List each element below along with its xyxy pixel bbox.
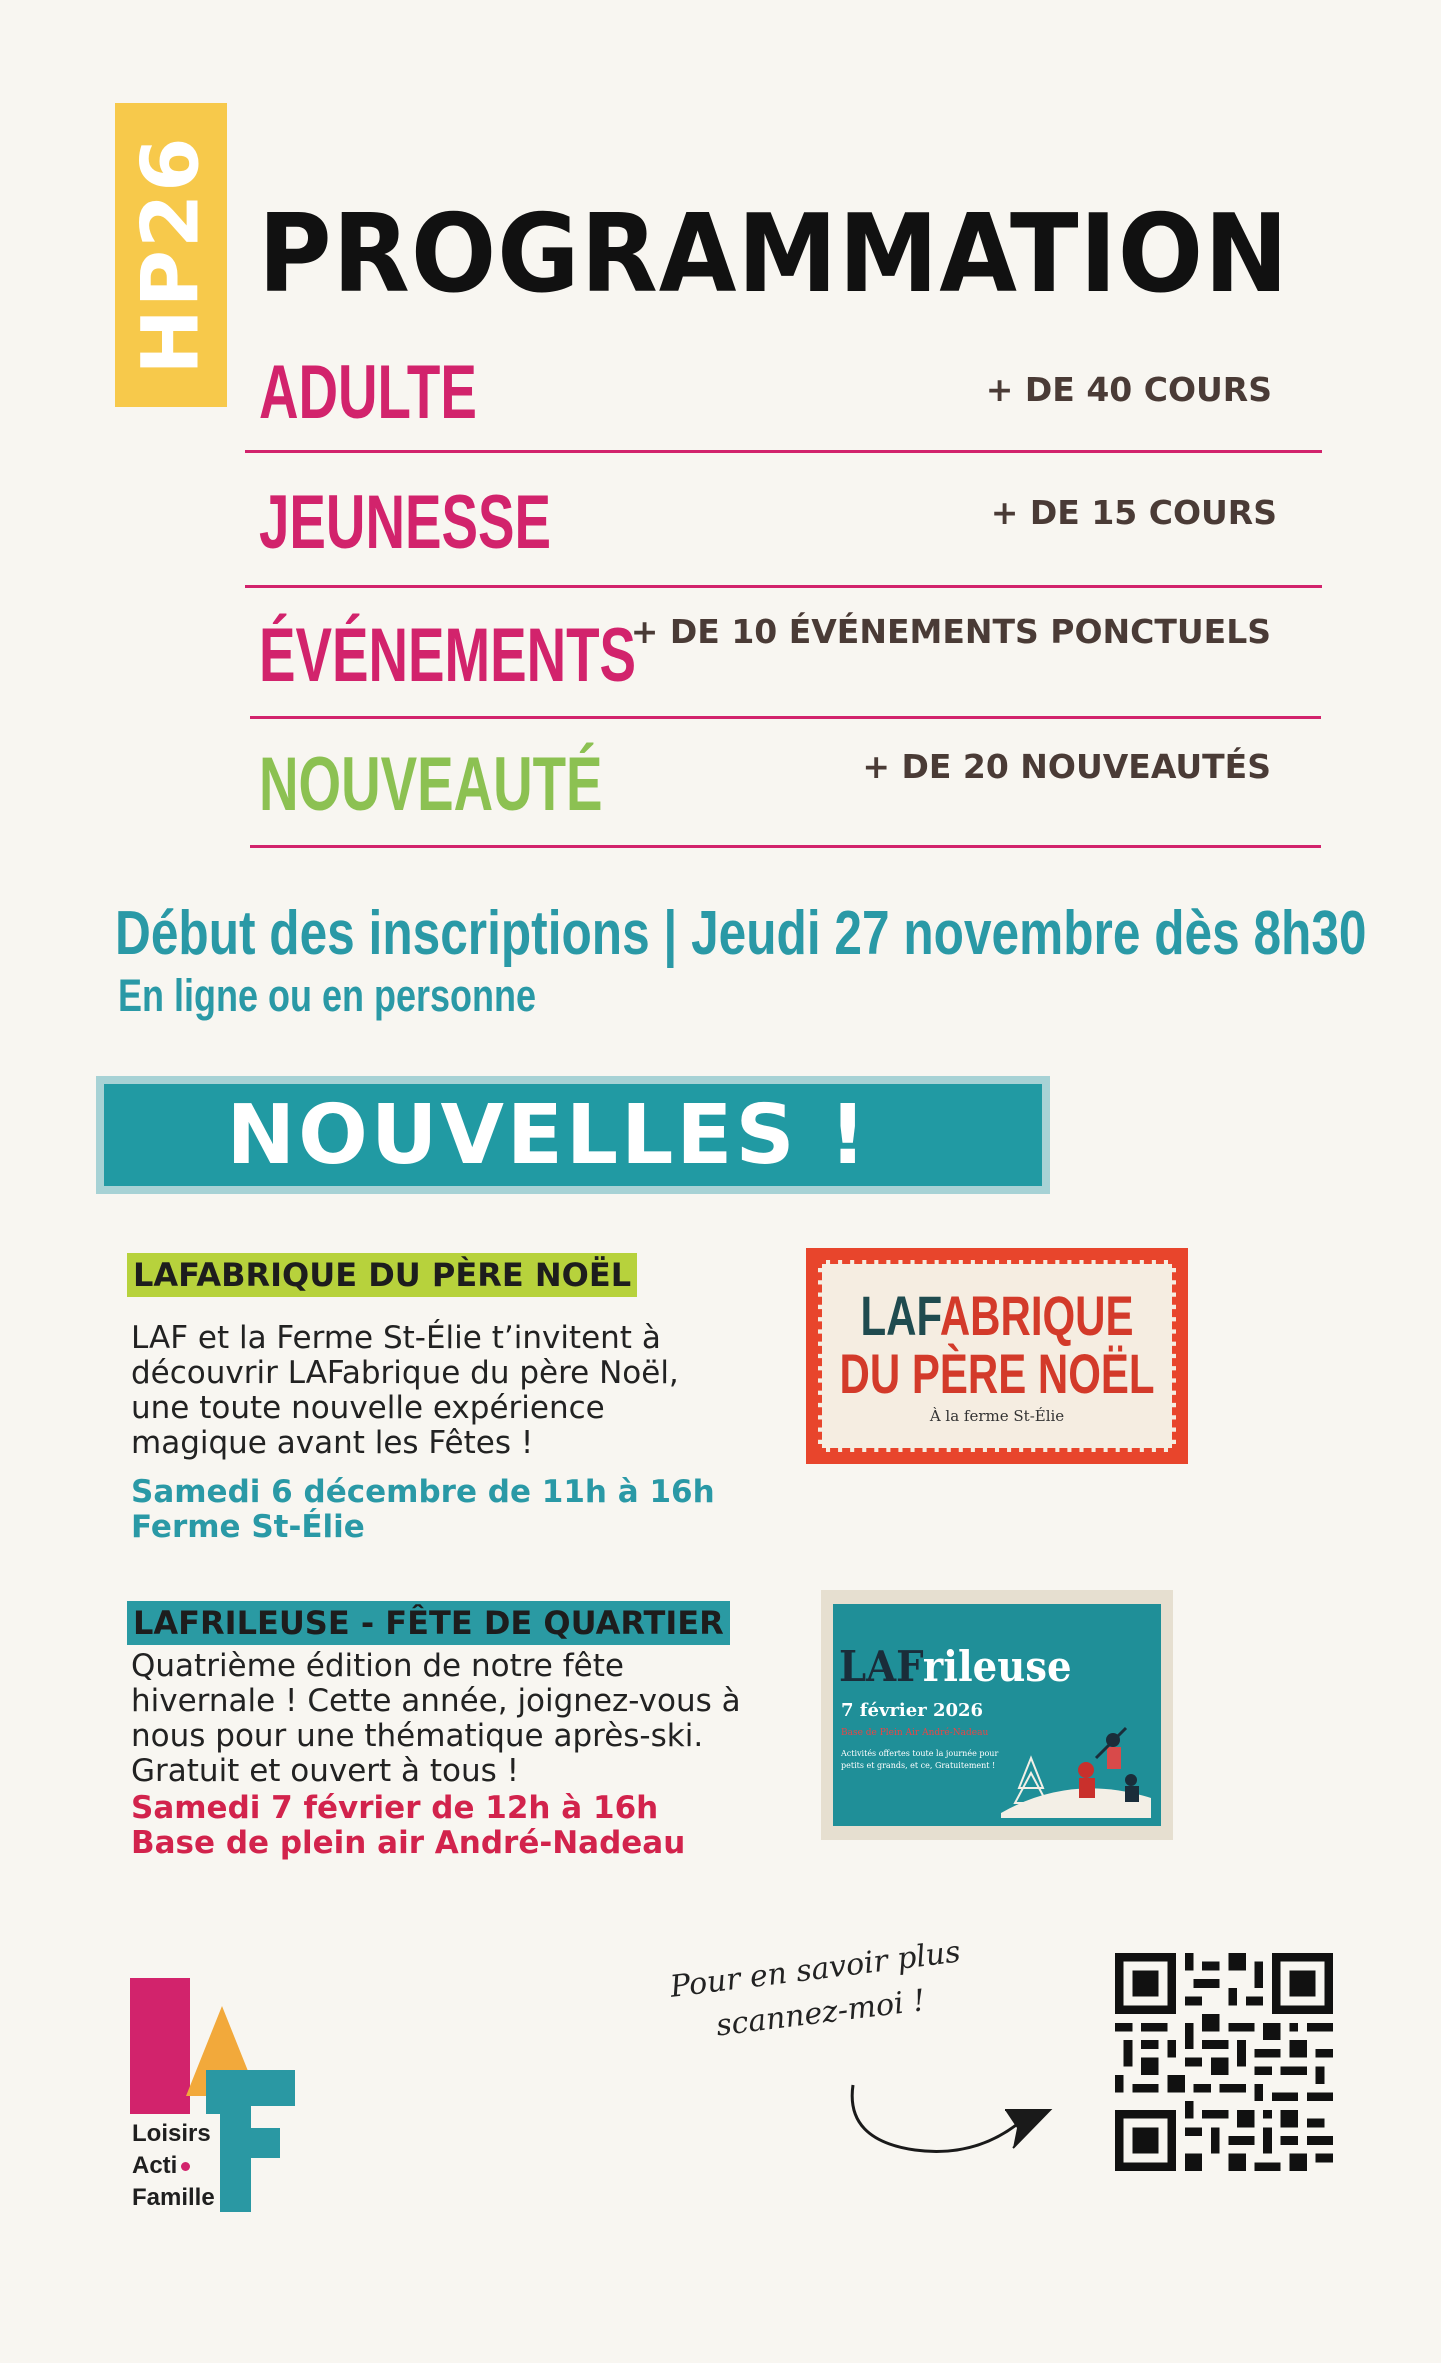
news-place: Ferme St-Élie [131, 1509, 365, 1545]
page-title: PROGRAMMATION [258, 192, 1290, 317]
frileuse-poster-inner [833, 1604, 1161, 1826]
skiers-illustration [1001, 1718, 1151, 1818]
news-tag: LAFRILEUSE - FÊTE DE QUARTIER [127, 1601, 730, 1645]
news-tag: LAFABRIQUE DU PÈRE NOËL [127, 1253, 637, 1297]
poster-location: Base de Plein Air André-Nadeau [841, 1728, 989, 1738]
program-row-jeunesse [245, 455, 1322, 583]
poster-title-rest: ABRIQUE [939, 1284, 1134, 1347]
scan-note: Pour en savoir plus scannez-moi ! [668, 1934, 963, 2044]
divider [245, 450, 1322, 453]
hp26-label: HP26 [126, 135, 216, 375]
program-count: + DE 20 NOUVEAUTÉS [862, 747, 1271, 786]
news-banner [96, 1076, 1050, 1194]
logo-dot [181, 2162, 190, 2171]
laf-logo [130, 1978, 295, 2212]
program-row-adulte [245, 325, 1322, 453]
poster-date: 7 février 2026 [841, 1700, 984, 1721]
program-count: + DE 40 COURS [985, 370, 1272, 409]
poster-subtitle: À la ferme St-Élie [929, 1407, 1065, 1425]
news-item-fabrique [127, 1253, 721, 1545]
curved-arrow-icon [845, 2080, 1055, 2160]
program-label: ADULTE [259, 350, 477, 435]
program-label: ÉVÉNEMENTS [259, 613, 637, 698]
news-description: LAF et la Ferme St-Élie t’invitent à découvrir LAFabrique du père Noël, une toute nouvelle expérience magique avant les Fêtes ! [131, 1320, 679, 1461]
logo-text [130, 2114, 220, 2214]
inscriptions-subline: En ligne ou en personne [118, 970, 537, 1021]
poster-title-line1 [860, 1284, 1134, 1347]
hp26-tag [115, 103, 227, 407]
news-place: Base de plein air André-Nadeau [131, 1825, 686, 1861]
program-count: + DE 15 COURS [990, 493, 1277, 532]
logo-letter-f-top [206, 2070, 295, 2106]
news-item-frileuse [127, 1601, 746, 1861]
logo-acti-text: Acti [132, 2152, 178, 2179]
divider [250, 845, 1321, 848]
logo-line-acti [132, 2150, 220, 2182]
poster-laf: LAF [860, 1284, 940, 1347]
fabrique-poster-inner [818, 1260, 1176, 1452]
fabrique-poster [806, 1248, 1188, 1464]
poster-laf: LAF [839, 1642, 923, 1691]
inscriptions-headline: Début des inscriptions | Jeudi 27 novembre dès 8h30 [115, 899, 1367, 968]
qr-code-icon[interactable] [1115, 1953, 1333, 2171]
frileuse-poster [821, 1590, 1173, 1840]
poster-title-line2: DU PÈRE NOËL [839, 1342, 1155, 1405]
poster-title-rest: rileuse [922, 1642, 1072, 1691]
program-label: NOUVEAUTÉ [259, 742, 603, 827]
news-description: Quatrième édition de notre fête hivernale ! Cette année, joignez-vous à nous pour une thématique après-ski. Gratuit et ouvert à tous ! [131, 1648, 741, 1789]
news-banner-label: NOUVELLES ! [226, 1087, 870, 1183]
program-row-nouveaute [250, 717, 1321, 845]
logo-line-famille: Famille [132, 2184, 215, 2211]
logo-line-loisirs: Loisirs [132, 2120, 211, 2147]
program-label: JEUNESSE [259, 480, 551, 565]
poster-description: Activités offertes toute la journée pour petits et grands, et ce, Gratuitement ! [841, 1749, 999, 1770]
news-date: Samedi 7 février de 12h à 16h [131, 1790, 659, 1826]
program-count: + DE 10 ÉVÉNEMENTS PONCTUELS [630, 612, 1271, 651]
program-row-evenements [250, 588, 1321, 716]
news-date: Samedi 6 décembre de 11h à 16h [131, 1474, 715, 1510]
poster-title [839, 1642, 1072, 1691]
